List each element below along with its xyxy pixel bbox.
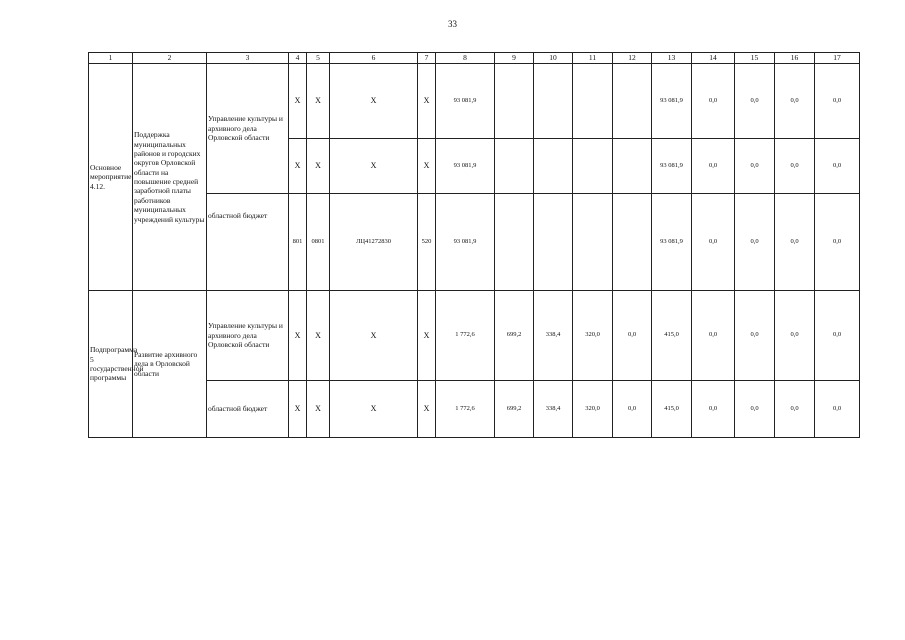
col-number: 5: [307, 53, 330, 64]
cell-c16: 0,0: [775, 139, 815, 194]
cell-c14: 0,0: [692, 194, 735, 291]
cell-c16: 0,0: [775, 291, 815, 381]
cell-c11: [573, 194, 613, 291]
col-number: 16: [775, 53, 815, 64]
cell-c15: 0,0: [735, 194, 775, 291]
cell-c14: 0,0: [692, 64, 735, 139]
cell-c8: 1 772,6: [436, 291, 495, 381]
col-number: 11: [573, 53, 613, 64]
cell-c10: [534, 139, 573, 194]
col-number: 14: [692, 53, 735, 64]
cell-c13: 415,0: [652, 381, 692, 438]
col-number: 2: [133, 53, 207, 64]
cell-c9: [495, 64, 534, 139]
cell-c7: X: [418, 291, 436, 381]
cell-c4: X: [289, 64, 307, 139]
cell-c4: X: [289, 291, 307, 381]
cell-c17: 0,0: [815, 139, 860, 194]
cell-c9: 699,2: [495, 291, 534, 381]
source-cell: областной бюджет: [207, 194, 289, 291]
cell-c6: X: [330, 291, 418, 381]
col-number: 12: [613, 53, 652, 64]
section-code-cell: Основное мероприятие 4.12.: [89, 64, 133, 291]
table-row: [89, 291, 860, 381]
section-name-cell: Развитие архивного дела в Орловской области: [133, 291, 207, 438]
cell-c12: 0,0: [613, 381, 652, 438]
source-cell: областной бюджет: [207, 381, 289, 438]
cell-c12: [613, 194, 652, 291]
cell-c7: X: [418, 139, 436, 194]
cell-c13: 93 081,9: [652, 139, 692, 194]
cell-c13: 415,0: [652, 291, 692, 381]
cell-c9: 699,2: [495, 381, 534, 438]
cell-c12: [613, 139, 652, 194]
cell-c17: 0,0: [815, 64, 860, 139]
cell-c6: ЛЦ41272830: [330, 194, 418, 291]
col-number: 10: [534, 53, 573, 64]
cell-c15: 0,0: [735, 64, 775, 139]
cell-c15: 0,0: [735, 291, 775, 381]
cell-c16: 0,0: [775, 194, 815, 291]
cell-c5: X: [307, 381, 330, 438]
column-number-row: [89, 53, 860, 64]
col-number: 15: [735, 53, 775, 64]
cell-c7: 520: [418, 194, 436, 291]
col-number: 1: [89, 53, 133, 64]
cell-c5: 0801: [307, 194, 330, 291]
col-number: 7: [418, 53, 436, 64]
table-row: [89, 64, 860, 139]
cell-c14: 0,0: [692, 291, 735, 381]
cell-c10: 338,4: [534, 381, 573, 438]
cell-c16: 0,0: [775, 64, 815, 139]
cell-c7: X: [418, 64, 436, 139]
cell-c13: 93 081,9: [652, 194, 692, 291]
cell-c11: 320,0: [573, 291, 613, 381]
cell-c10: [534, 194, 573, 291]
cell-c8: 93 081,9: [436, 194, 495, 291]
cell-c16: 0,0: [775, 381, 815, 438]
cell-c6: X: [330, 381, 418, 438]
cell-c11: 320,0: [573, 381, 613, 438]
cell-c13: 93 081,9: [652, 64, 692, 139]
cell-c12: [613, 64, 652, 139]
source-cell: Управление культуры и архивного дела Орловской области: [207, 64, 289, 194]
cell-c4: 801: [289, 194, 307, 291]
cell-c9: [495, 139, 534, 194]
col-number: 9: [495, 53, 534, 64]
col-number: 4: [289, 53, 307, 64]
cell-c4: X: [289, 139, 307, 194]
source-cell: Управление культуры и архивного дела Орловской области: [207, 291, 289, 381]
col-number: 6: [330, 53, 418, 64]
budget-table: [88, 52, 860, 438]
cell-c6: X: [330, 64, 418, 139]
cell-c5: X: [307, 291, 330, 381]
cell-c7: X: [418, 381, 436, 438]
cell-c15: 0,0: [735, 381, 775, 438]
col-number: 8: [436, 53, 495, 64]
section-name-cell: Поддержка муниципальных районов и городских округов Орловской области на повышение средней заработной платы работников муниципальных учреждений культуры: [133, 64, 207, 291]
cell-c17: 0,0: [815, 381, 860, 438]
cell-c11: [573, 64, 613, 139]
cell-c17: 0,0: [815, 194, 860, 291]
cell-c10: 338,4: [534, 291, 573, 381]
cell-c15: 0,0: [735, 139, 775, 194]
cell-c17: 0,0: [815, 291, 860, 381]
col-number: 3: [207, 53, 289, 64]
cell-c8: 93 081,9: [436, 64, 495, 139]
cell-c9: [495, 194, 534, 291]
cell-c8: 1 772,6: [436, 381, 495, 438]
cell-c5: X: [307, 64, 330, 139]
col-number: 13: [652, 53, 692, 64]
cell-c14: 0,0: [692, 139, 735, 194]
section-code-cell: Подпрограмма 5 государственной программы: [89, 291, 133, 438]
cell-c12: 0,0: [613, 291, 652, 381]
cell-c5: X: [307, 139, 330, 194]
cell-c10: [534, 64, 573, 139]
cell-c4: X: [289, 381, 307, 438]
cell-c14: 0,0: [692, 381, 735, 438]
cell-c8: 93 081,9: [436, 139, 495, 194]
cell-c11: [573, 139, 613, 194]
cell-c6: X: [330, 139, 418, 194]
col-number: 17: [815, 53, 860, 64]
page-number: 33: [448, 19, 457, 29]
